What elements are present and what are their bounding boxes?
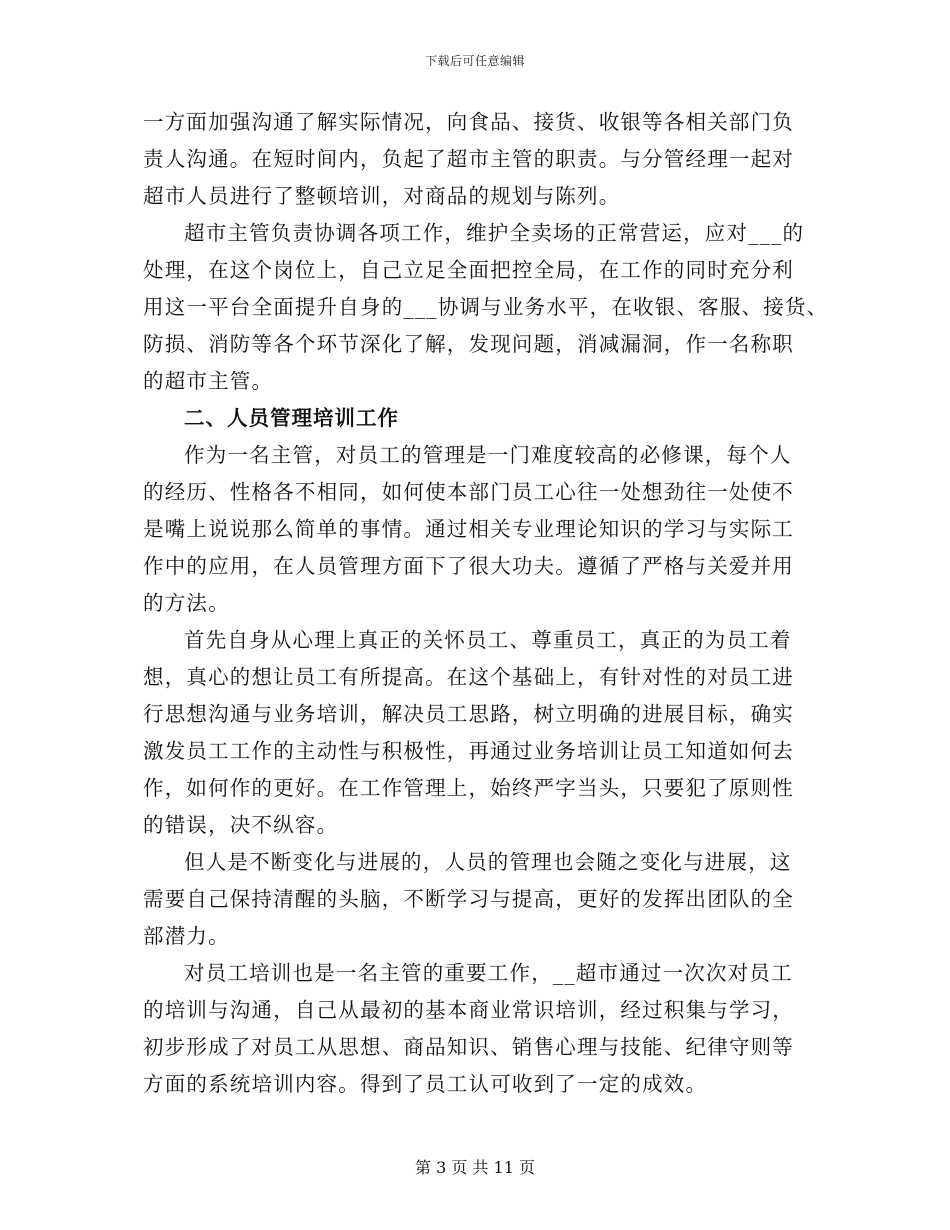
body-line: 防损、消防等各个环节深化了解，发现问题，消减漏洞，作一名称职 (143, 332, 794, 356)
body-line: 的方法。 (143, 591, 230, 615)
section-heading: 二、人员管理培训工作 (184, 406, 399, 430)
body-line: 方面的系统培训内容。得到了员工认可收到了一定的成效。 (143, 1072, 708, 1096)
body-line: 作中的应用，在人员管理方面下了很大功夫。遵循了严格与关爱并用 (143, 554, 794, 578)
paragraph-start-line: 作为一名主管，对员工的管理是一门难度较高的必修课，每个人 (184, 443, 792, 467)
body-line: 一方面加强沟通了解实际情况，向食品、接货、收银等各相关部门负 (143, 110, 794, 134)
body-line: 行思想沟通与业务培训，解决员工思路，树立明确的进展目标，确实 (143, 702, 794, 726)
paragraph-start-line: 对员工培训也是一名主管的重要工作，__超市通过一次次对员工 (184, 961, 793, 985)
body-line: 超市人员进行了整顿培训，对商品的规划与陈列。 (143, 184, 621, 208)
body-line: 的培训与沟通，自己从最初的基本商业常识培训，经过积集与学习， (143, 998, 794, 1022)
body-line: 想，真心的想让员工有所提高。在这个基础上，有针对性的对员工进 (143, 665, 794, 689)
page-header: 下载后可任意编辑 (424, 54, 525, 68)
body-line: 作，如何作的更好。在工作管理上，始终严字当头，只要犯了原则性 (143, 776, 794, 800)
paragraph-start-line: 超市主管负责协调各项工作，维护全卖场的正常营运，应对___的 (184, 221, 805, 245)
body-line: 激发员工工作的主动性与积极性，再通过业务培训让员工知道如何去 (143, 739, 794, 763)
document-body (143, 104, 829, 1103)
body-line: 的错误，决不纵容。 (143, 813, 339, 837)
body-line: 的超市主管。 (143, 369, 274, 393)
paragraph-start-line: 首先自身从心理上真正的关怀员工、尊重员工，真正的为员工着 (184, 628, 792, 652)
body-line: 需要自己保持清醒的头脑，不断学习与提高，更好的发挥出团队的全 (143, 887, 794, 911)
body-line: 用这一平台全面提升自身的___协调与业务水平，在收银、客服、接货、 (143, 295, 829, 319)
body-line: 处理，在这个岗位上，自己立足全面把控全局，在工作的同时充分利 (143, 258, 794, 282)
page-number-footer: 第 3 页 共 11 页 (415, 1158, 535, 1177)
body-line: 部潜力。 (143, 924, 230, 948)
body-line: 的经历、性格各不相同，如何使本部门员工心往一处想劲往一处使不 (143, 480, 794, 504)
body-line: 初步形成了对员工从思想、商品知识、销售心理与技能、纪律守则等 (143, 1035, 794, 1059)
body-line: 责人沟通。在短时间内，负起了超市主管的职责。与分管经理一起对 (143, 147, 794, 171)
body-line: 是嘴上说说那么简单的事情。通过相关专业理论知识的学习与实际工 (143, 517, 794, 541)
paragraph-start-line: 但人是不断变化与进展的，人员的管理也会随之变化与进展，这 (184, 850, 792, 874)
